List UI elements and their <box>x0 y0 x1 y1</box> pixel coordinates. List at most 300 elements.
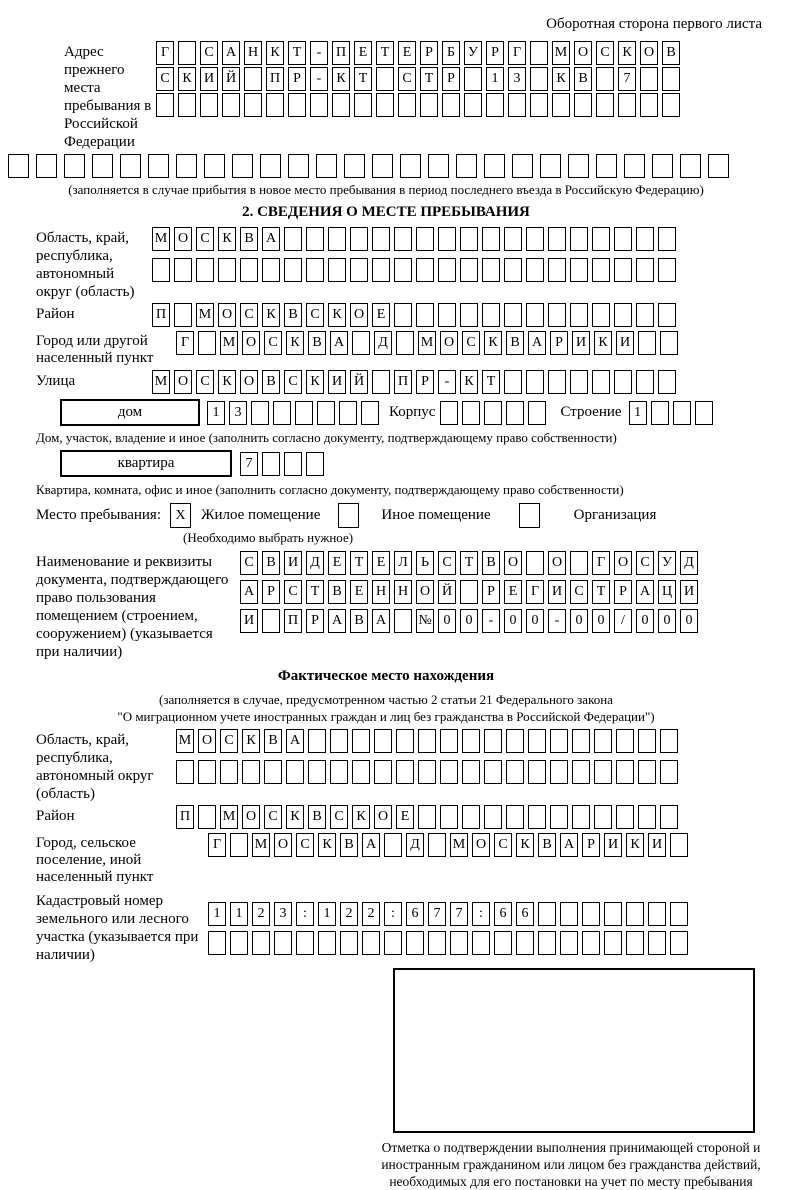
char-box[interactable] <box>204 154 225 178</box>
char-box[interactable] <box>264 760 282 784</box>
char-box[interactable]: А <box>330 331 348 355</box>
char-box[interactable]: 2 <box>340 902 358 926</box>
char-box[interactable]: К <box>460 370 478 394</box>
char-box[interactable]: И <box>284 551 302 575</box>
char-box[interactable]: О <box>548 551 566 575</box>
char-box[interactable] <box>352 760 370 784</box>
char-box[interactable]: А <box>222 41 240 65</box>
char-box[interactable]: 1 <box>318 902 336 926</box>
char-box[interactable]: И <box>572 331 590 355</box>
char-box[interactable]: В <box>262 551 280 575</box>
char-box[interactable] <box>596 154 617 178</box>
char-box[interactable] <box>526 303 544 327</box>
char-box[interactable]: В <box>340 833 358 857</box>
char-box[interactable]: : <box>472 902 490 926</box>
char-box[interactable]: М <box>450 833 468 857</box>
char-box[interactable] <box>244 93 262 117</box>
char-box[interactable]: Т <box>460 551 478 575</box>
char-box[interactable] <box>242 760 260 784</box>
char-box[interactable]: Е <box>372 551 390 575</box>
char-box[interactable] <box>460 227 478 251</box>
char-box[interactable]: Й <box>350 370 368 394</box>
char-box[interactable]: В <box>328 580 346 604</box>
char-box[interactable]: М <box>152 227 170 251</box>
char-box[interactable]: И <box>328 370 346 394</box>
char-box[interactable]: Д <box>406 833 424 857</box>
char-box[interactable] <box>328 258 346 282</box>
char-box[interactable]: 1 <box>230 902 248 926</box>
char-box[interactable] <box>372 370 390 394</box>
char-box[interactable] <box>482 258 500 282</box>
char-box[interactable] <box>198 331 216 355</box>
checkbox-zhiloe[interactable]: X <box>170 503 191 528</box>
char-box[interactable] <box>614 227 632 251</box>
char-box[interactable] <box>198 805 216 829</box>
char-box[interactable]: 1 <box>207 401 225 425</box>
char-box[interactable] <box>636 227 654 251</box>
char-box[interactable]: Е <box>398 41 416 65</box>
char-box[interactable]: 2 <box>362 902 380 926</box>
char-box[interactable]: 2 <box>252 902 270 926</box>
char-box[interactable] <box>570 303 588 327</box>
char-box[interactable]: 0 <box>438 609 456 633</box>
char-box[interactable] <box>528 729 546 753</box>
char-box[interactable] <box>418 729 436 753</box>
char-box[interactable]: 7 <box>240 452 258 476</box>
char-box[interactable] <box>530 41 548 65</box>
char-box[interactable]: С <box>284 580 302 604</box>
char-box[interactable] <box>486 93 504 117</box>
char-box[interactable]: О <box>374 805 392 829</box>
char-box[interactable]: М <box>252 833 270 857</box>
char-box[interactable]: А <box>636 580 654 604</box>
char-box[interactable]: Г <box>208 833 226 857</box>
char-box[interactable] <box>582 931 600 955</box>
char-box[interactable] <box>640 67 658 91</box>
char-box[interactable]: Т <box>376 41 394 65</box>
char-box[interactable]: Г <box>156 41 174 65</box>
char-box[interactable]: Т <box>592 580 610 604</box>
char-box[interactable]: Е <box>328 551 346 575</box>
char-box[interactable] <box>284 227 302 251</box>
char-box[interactable]: Р <box>614 580 632 604</box>
char-box[interactable]: И <box>604 833 622 857</box>
checkbox-inoe[interactable] <box>338 503 359 528</box>
char-box[interactable]: М <box>220 331 238 355</box>
char-box[interactable] <box>152 258 170 282</box>
char-box[interactable] <box>418 760 436 784</box>
char-box[interactable]: О <box>574 41 592 65</box>
char-box[interactable] <box>482 227 500 251</box>
char-box[interactable]: 0 <box>680 609 698 633</box>
char-box[interactable]: 6 <box>516 902 534 926</box>
char-box[interactable]: К <box>594 331 612 355</box>
char-box[interactable] <box>660 760 678 784</box>
char-box[interactable]: К <box>332 67 350 91</box>
char-box[interactable]: Н <box>394 580 412 604</box>
char-box[interactable] <box>652 154 673 178</box>
char-box[interactable] <box>296 931 314 955</box>
char-box[interactable] <box>178 93 196 117</box>
char-box[interactable] <box>394 227 412 251</box>
char-box[interactable]: Г <box>592 551 610 575</box>
char-box[interactable] <box>528 805 546 829</box>
char-box[interactable]: С <box>200 41 218 65</box>
char-box[interactable] <box>372 258 390 282</box>
char-box[interactable]: С <box>462 331 480 355</box>
char-box[interactable] <box>328 227 346 251</box>
char-box[interactable] <box>670 902 688 926</box>
char-box[interactable] <box>548 258 566 282</box>
char-box[interactable]: В <box>662 41 680 65</box>
char-box[interactable] <box>344 154 365 178</box>
char-box[interactable]: С <box>220 729 238 753</box>
char-box[interactable]: М <box>220 805 238 829</box>
char-box[interactable] <box>530 93 548 117</box>
char-box[interactable] <box>222 93 240 117</box>
house-type-box[interactable] <box>60 399 200 426</box>
char-box[interactable] <box>662 93 680 117</box>
char-box[interactable] <box>550 760 568 784</box>
char-box[interactable] <box>594 805 612 829</box>
char-box[interactable] <box>528 401 546 425</box>
char-box[interactable] <box>174 258 192 282</box>
char-box[interactable] <box>340 931 358 955</box>
char-box[interactable] <box>330 760 348 784</box>
char-box[interactable]: С <box>438 551 456 575</box>
char-box[interactable]: М <box>152 370 170 394</box>
char-box[interactable]: - <box>548 609 566 633</box>
char-box[interactable] <box>568 154 589 178</box>
char-box[interactable] <box>460 580 478 604</box>
char-box[interactable]: 0 <box>658 609 676 633</box>
checkbox-organizaciya[interactable] <box>519 503 540 528</box>
char-box[interactable]: - <box>438 370 456 394</box>
char-box[interactable] <box>416 303 434 327</box>
char-box[interactable]: К <box>286 805 304 829</box>
char-box[interactable] <box>406 931 424 955</box>
char-box[interactable]: А <box>528 331 546 355</box>
char-box[interactable]: П <box>152 303 170 327</box>
char-box[interactable]: 0 <box>460 609 478 633</box>
char-box[interactable] <box>440 401 458 425</box>
char-box[interactable] <box>596 67 614 91</box>
char-box[interactable]: С <box>196 227 214 251</box>
char-box[interactable] <box>376 93 394 117</box>
char-box[interactable] <box>552 93 570 117</box>
char-box[interactable]: Т <box>482 370 500 394</box>
char-box[interactable] <box>570 258 588 282</box>
char-box[interactable]: К <box>306 370 324 394</box>
char-box[interactable] <box>624 154 645 178</box>
char-box[interactable] <box>394 258 412 282</box>
char-box[interactable] <box>428 833 446 857</box>
char-box[interactable]: 6 <box>406 902 424 926</box>
char-box[interactable]: О <box>504 551 522 575</box>
char-box[interactable]: П <box>284 609 302 633</box>
char-box[interactable] <box>660 805 678 829</box>
char-box[interactable]: 0 <box>504 609 522 633</box>
char-box[interactable]: И <box>200 67 218 91</box>
char-box[interactable] <box>284 452 302 476</box>
char-box[interactable]: / <box>614 609 632 633</box>
char-box[interactable] <box>148 154 169 178</box>
char-box[interactable] <box>350 227 368 251</box>
char-box[interactable] <box>472 931 490 955</box>
char-box[interactable] <box>230 833 248 857</box>
char-box[interactable]: К <box>626 833 644 857</box>
char-box[interactable] <box>482 303 500 327</box>
char-box[interactable] <box>616 760 634 784</box>
char-box[interactable]: О <box>240 370 258 394</box>
char-box[interactable] <box>416 258 434 282</box>
char-box[interactable]: Р <box>482 580 500 604</box>
char-box[interactable] <box>220 760 238 784</box>
char-box[interactable]: Т <box>306 580 324 604</box>
char-box[interactable] <box>306 227 324 251</box>
char-box[interactable] <box>384 833 402 857</box>
char-box[interactable]: Р <box>420 41 438 65</box>
char-box[interactable] <box>662 67 680 91</box>
char-box[interactable] <box>354 93 372 117</box>
char-box[interactable]: Т <box>354 67 372 91</box>
char-box[interactable] <box>484 760 502 784</box>
char-box[interactable]: 1 <box>208 902 226 926</box>
char-box[interactable]: 0 <box>592 609 610 633</box>
char-box[interactable]: Д <box>374 331 392 355</box>
char-box[interactable] <box>570 227 588 251</box>
char-box[interactable] <box>200 93 218 117</box>
char-box[interactable] <box>352 331 370 355</box>
char-box[interactable] <box>596 93 614 117</box>
char-box[interactable] <box>614 370 632 394</box>
char-box[interactable] <box>516 931 534 955</box>
char-box[interactable]: Р <box>288 67 306 91</box>
char-box[interactable] <box>494 931 512 955</box>
char-box[interactable]: С <box>240 551 258 575</box>
char-box[interactable] <box>376 67 394 91</box>
char-box[interactable] <box>540 154 561 178</box>
char-box[interactable] <box>420 93 438 117</box>
char-box[interactable]: Н <box>244 41 262 65</box>
char-box[interactable] <box>196 258 214 282</box>
char-box[interactable] <box>582 902 600 926</box>
char-box[interactable] <box>506 760 524 784</box>
char-box[interactable]: К <box>618 41 636 65</box>
char-box[interactable]: Е <box>396 805 414 829</box>
char-box[interactable] <box>504 258 522 282</box>
char-box[interactable]: П <box>176 805 194 829</box>
char-box[interactable] <box>339 401 357 425</box>
char-box[interactable]: И <box>680 580 698 604</box>
char-box[interactable]: А <box>560 833 578 857</box>
char-box[interactable] <box>460 303 478 327</box>
char-box[interactable] <box>174 303 192 327</box>
char-box[interactable]: Т <box>350 551 368 575</box>
char-box[interactable] <box>560 902 578 926</box>
char-box[interactable] <box>232 154 253 178</box>
char-box[interactable]: А <box>362 833 380 857</box>
char-box[interactable] <box>512 154 533 178</box>
char-box[interactable]: С <box>156 67 174 91</box>
char-box[interactable] <box>651 401 669 425</box>
char-box[interactable] <box>484 401 502 425</box>
char-box[interactable]: К <box>218 370 236 394</box>
char-box[interactable]: К <box>218 227 236 251</box>
char-box[interactable]: А <box>328 609 346 633</box>
char-box[interactable]: Е <box>504 580 522 604</box>
char-box[interactable] <box>504 227 522 251</box>
char-box[interactable] <box>330 729 348 753</box>
char-box[interactable] <box>548 370 566 394</box>
char-box[interactable] <box>538 902 556 926</box>
char-box[interactable]: В <box>240 227 258 251</box>
char-box[interactable] <box>178 41 196 65</box>
char-box[interactable]: Т <box>288 41 306 65</box>
char-box[interactable] <box>484 729 502 753</box>
char-box[interactable]: 3 <box>508 67 526 91</box>
char-box[interactable] <box>440 729 458 753</box>
char-box[interactable]: 3 <box>274 902 292 926</box>
char-box[interactable]: О <box>472 833 490 857</box>
char-box[interactable] <box>362 931 380 955</box>
char-box[interactable]: Ц <box>658 580 676 604</box>
char-box[interactable]: С <box>570 580 588 604</box>
char-box[interactable]: Р <box>262 580 280 604</box>
char-box[interactable]: 0 <box>526 609 544 633</box>
char-box[interactable] <box>506 805 524 829</box>
char-box[interactable] <box>658 227 676 251</box>
char-box[interactable]: К <box>242 729 260 753</box>
char-box[interactable]: № <box>416 609 434 633</box>
char-box[interactable]: В <box>284 303 302 327</box>
char-box[interactable]: Г <box>526 580 544 604</box>
char-box[interactable] <box>670 931 688 955</box>
char-box[interactable]: С <box>398 67 416 91</box>
char-box[interactable]: С <box>494 833 512 857</box>
char-box[interactable] <box>616 805 634 829</box>
char-box[interactable] <box>156 93 174 117</box>
char-box[interactable] <box>450 931 468 955</box>
char-box[interactable] <box>673 401 691 425</box>
char-box[interactable]: К <box>266 41 284 65</box>
char-box[interactable] <box>374 760 392 784</box>
char-box[interactable]: С <box>284 370 302 394</box>
char-box[interactable] <box>640 93 658 117</box>
char-box[interactable] <box>526 370 544 394</box>
char-box[interactable] <box>618 93 636 117</box>
char-box[interactable]: Е <box>350 580 368 604</box>
char-box[interactable] <box>592 370 610 394</box>
char-box[interactable]: О <box>242 331 260 355</box>
char-box[interactable] <box>636 258 654 282</box>
char-box[interactable] <box>506 401 524 425</box>
char-box[interactable] <box>594 760 612 784</box>
char-box[interactable]: И <box>616 331 634 355</box>
char-box[interactable] <box>530 67 548 91</box>
char-box[interactable]: В <box>264 729 282 753</box>
char-box[interactable] <box>442 93 460 117</box>
char-box[interactable] <box>680 154 701 178</box>
char-box[interactable] <box>396 729 414 753</box>
char-box[interactable]: И <box>240 609 258 633</box>
char-box[interactable] <box>484 154 505 178</box>
char-box[interactable]: А <box>240 580 258 604</box>
char-box[interactable]: С <box>306 303 324 327</box>
char-box[interactable] <box>670 833 688 857</box>
char-box[interactable] <box>273 401 291 425</box>
char-box[interactable]: 3 <box>229 401 247 425</box>
char-box[interactable] <box>550 805 568 829</box>
char-box[interactable] <box>464 67 482 91</box>
char-box[interactable]: Е <box>354 41 372 65</box>
char-box[interactable]: О <box>242 805 260 829</box>
char-box[interactable] <box>574 93 592 117</box>
char-box[interactable]: М <box>176 729 194 753</box>
char-box[interactable]: Т <box>420 67 438 91</box>
char-box[interactable]: Р <box>306 609 324 633</box>
char-box[interactable]: Н <box>372 580 390 604</box>
char-box[interactable]: - <box>482 609 500 633</box>
char-box[interactable]: - <box>310 41 328 65</box>
char-box[interactable] <box>418 805 436 829</box>
char-box[interactable]: Й <box>438 580 456 604</box>
char-box[interactable]: О <box>198 729 216 753</box>
char-box[interactable]: К <box>484 331 502 355</box>
char-box[interactable] <box>616 729 634 753</box>
char-box[interactable]: К <box>352 805 370 829</box>
char-box[interactable] <box>384 931 402 955</box>
char-box[interactable]: О <box>350 303 368 327</box>
char-box[interactable] <box>660 729 678 753</box>
char-box[interactable] <box>317 401 335 425</box>
char-box[interactable]: С <box>240 303 258 327</box>
char-box[interactable] <box>548 227 566 251</box>
char-box[interactable]: В <box>308 331 326 355</box>
char-box[interactable] <box>361 401 379 425</box>
apartment-type-box[interactable] <box>60 450 232 477</box>
char-box[interactable] <box>572 729 590 753</box>
char-box[interactable] <box>572 805 590 829</box>
char-box[interactable]: 0 <box>570 609 588 633</box>
char-box[interactable]: М <box>552 41 570 65</box>
char-box[interactable] <box>638 805 656 829</box>
char-box[interactable] <box>92 154 113 178</box>
char-box[interactable] <box>262 609 280 633</box>
char-box[interactable]: С <box>330 805 348 829</box>
char-box[interactable] <box>572 760 590 784</box>
char-box[interactable]: : <box>296 902 314 926</box>
char-box[interactable] <box>308 760 326 784</box>
char-box[interactable] <box>274 931 292 955</box>
char-box[interactable]: О <box>440 331 458 355</box>
char-box[interactable] <box>394 609 412 633</box>
char-box[interactable] <box>658 370 676 394</box>
char-box[interactable] <box>176 154 197 178</box>
char-box[interactable] <box>310 93 328 117</box>
char-box[interactable]: У <box>464 41 482 65</box>
char-box[interactable]: А <box>262 227 280 251</box>
char-box[interactable] <box>658 258 676 282</box>
char-box[interactable]: К <box>286 331 304 355</box>
char-box[interactable] <box>548 303 566 327</box>
char-box[interactable]: А <box>372 609 390 633</box>
char-box[interactable] <box>592 303 610 327</box>
char-box[interactable]: М <box>196 303 214 327</box>
char-box[interactable]: С <box>264 331 282 355</box>
char-box[interactable]: О <box>174 370 192 394</box>
char-box[interactable] <box>428 154 449 178</box>
